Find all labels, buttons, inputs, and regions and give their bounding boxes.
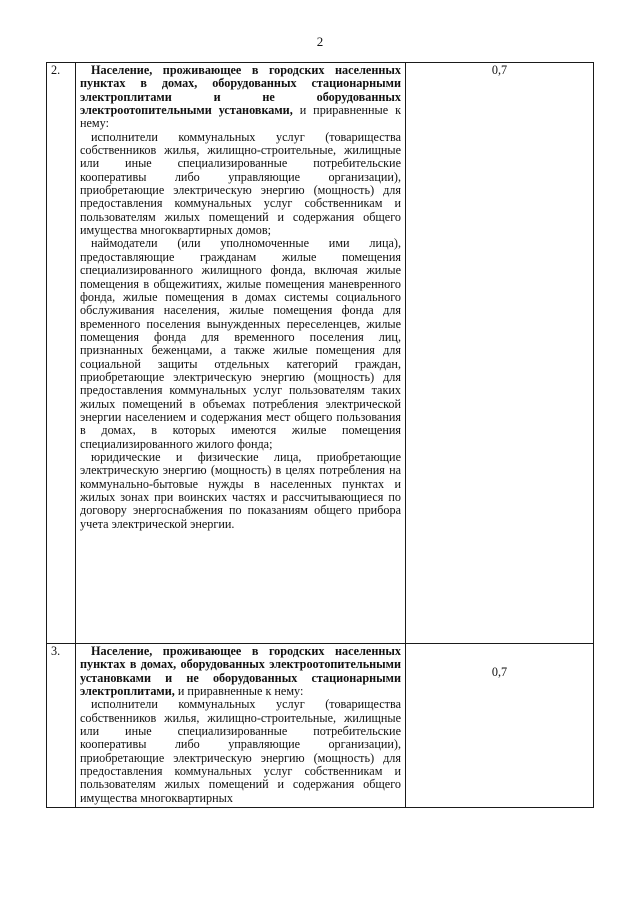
row-number: 2.: [47, 63, 76, 644]
description-paragraph: исполнители коммунальных услуг (товарищества собственников жилья, жилищно-строительные, жилищные или иные специализированные потребительские кооперативы либо управляющие организации), приобретающие электрическую энергию (мощность) для предоставления коммунальных услуг собственникам и пользователям жилых помещений и содержания общего имущества многоквартирных: [80, 697, 401, 805]
tariff-table: [46, 62, 594, 808]
category-heading-rest: и приравненные к нему:: [174, 684, 304, 699]
page-number: 2: [316, 34, 324, 49]
row-value: 0,7: [406, 644, 594, 808]
category-heading: [80, 64, 401, 131]
row-number: 3.: [47, 644, 76, 808]
category-heading-bold: Население, проживающее в городских населенных пунктах в домах, оборудованных стационарными электроплитами и не оборудованных электроотопительными установками,: [80, 63, 401, 118]
description-paragraph: юридические и физические лица, приобретающие электрическую энергию (мощность) в целях потребления на коммунально-бытовые нужды в населенных пунктах и жилых зонах при воинских частях и рассчитывающиеся по договору энергоснабжения по показаниям общего прибора учета электрической энергии.: [80, 449, 401, 531]
row-description: [76, 63, 406, 644]
table-row: [47, 644, 594, 808]
description-paragraph: наймодатели (или уполномоченные ими лица), предоставляющие гражданам жилые помещения специализированного жилищного фонда, включая жилые помещения в общежитиях, жилые помещения маневренного фонда, жилые помещения в домах системы социального обслуживания населения, жилые помещения фонда для временного поселения вынужденных переселенцев, жилые помещения фонда для временного поселения лиц, признанных беженцами, а также жилые помещения для социальной защиты отдельных категорий граждан, приобретающие электрическую энергию (мощность) для предоставления коммунальных услуг пользователям таких жилых помещений в объемах потребления электрической энергии населением и содержания мест общего пользования в домах, в которых имеются жилые помещения специализированного жилого фонда;: [80, 236, 401, 451]
row-description: [76, 644, 406, 808]
description-paragraph: исполнители коммунальных услуг (товарищества собственников жилья, жилищно-строительные, жилищные или иные специализированные потребительские кооперативы либо управляющие организации), приобретающие электрическую энергию (мощность) для предоставления коммунальных услуг собственникам и пользователям жилых помещений и содержания общего имущества многоквартирных домов;: [80, 129, 401, 238]
category-heading-bold: Население, проживающее в городских населенных пунктах в домах, оборудованных электроотопительными установками и не оборудованных стационарными электроплитами,: [80, 644, 401, 699]
table-row: [47, 63, 594, 644]
category-heading-rest: и приравненные к нему:: [80, 103, 402, 131]
category-heading: [80, 645, 401, 698]
row-value: 0,7: [406, 63, 594, 644]
